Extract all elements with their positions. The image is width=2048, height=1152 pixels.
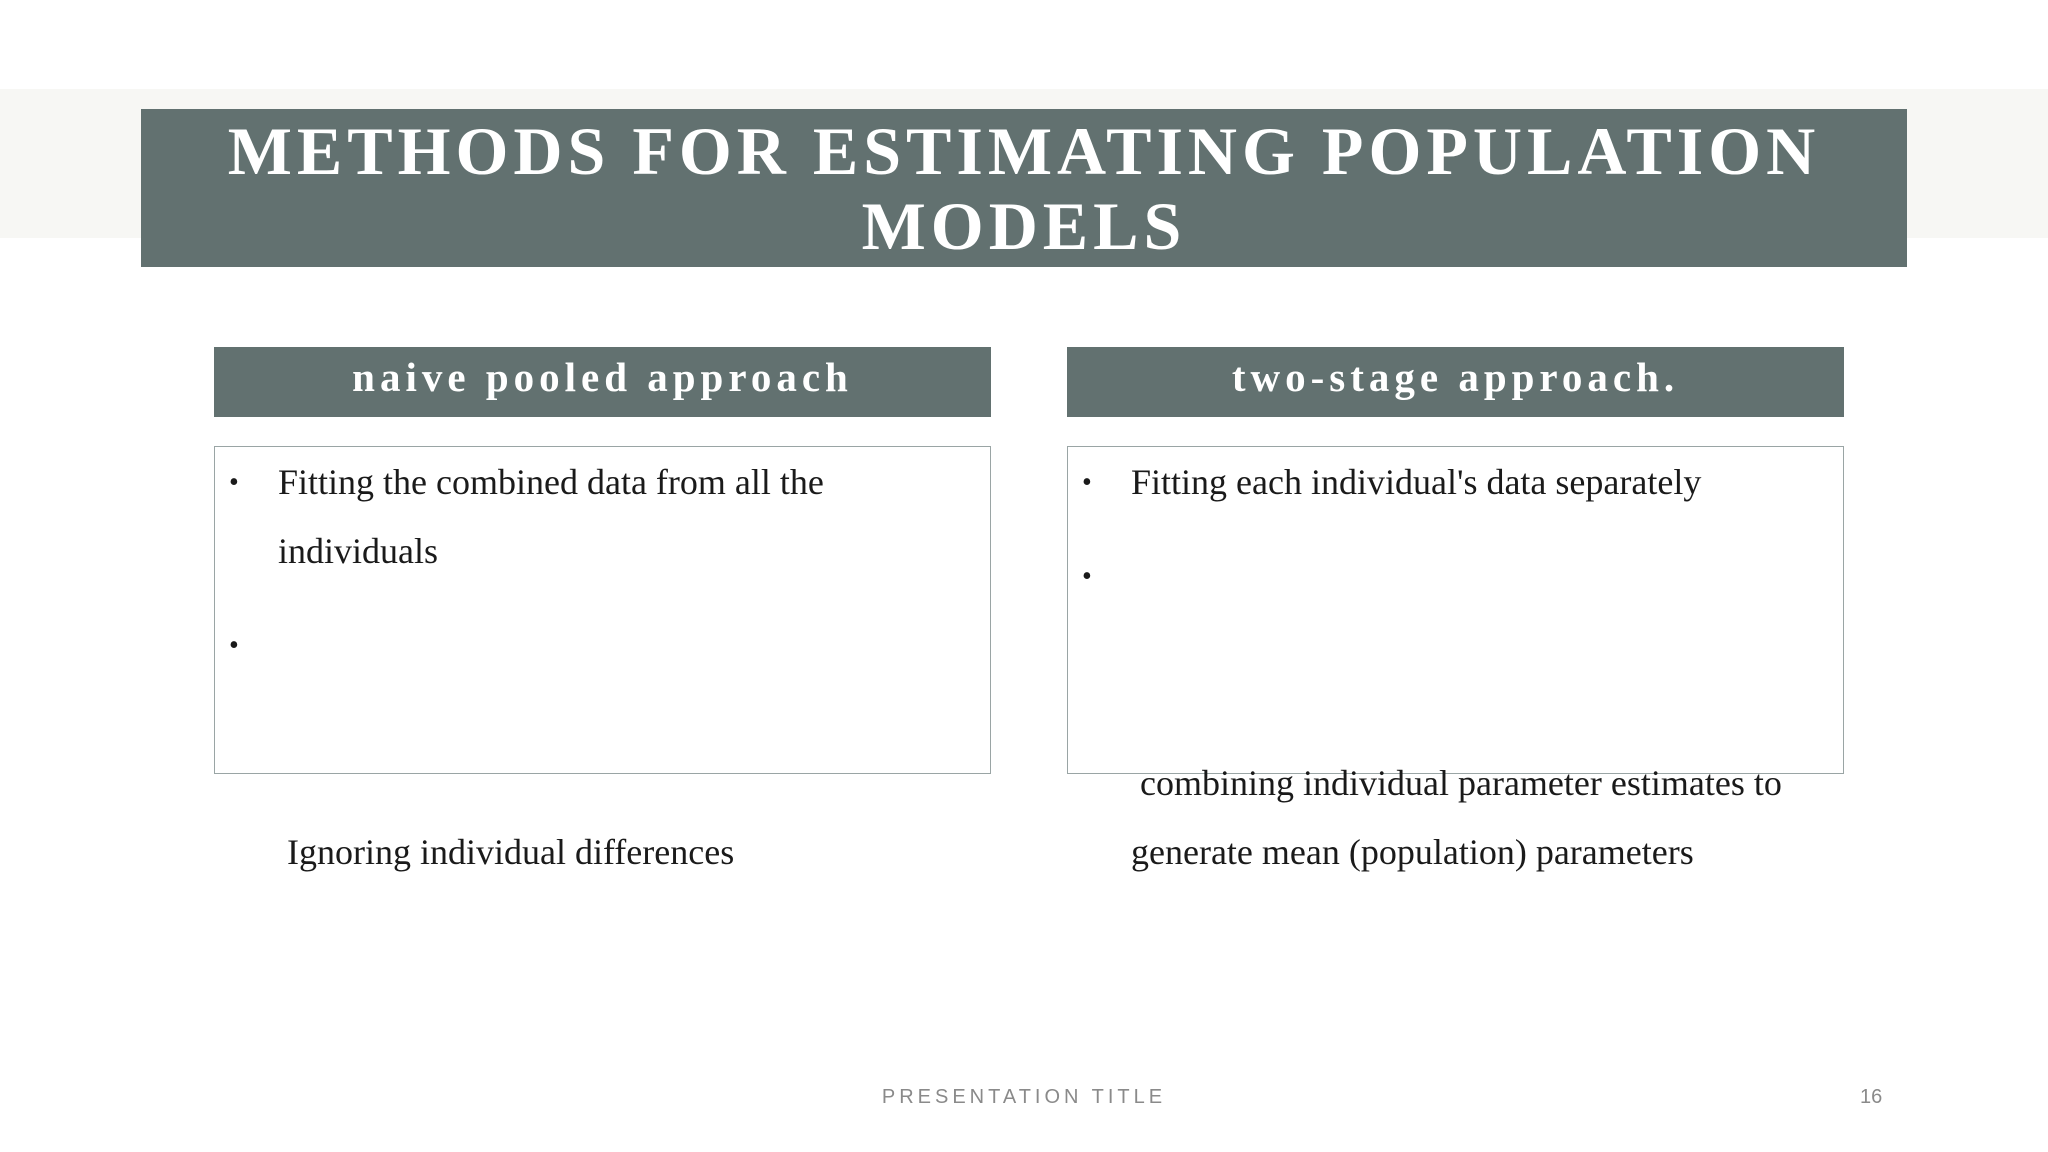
list-item-text: combining individual parameter estimates to generate mean (population) parameters	[1131, 763, 1791, 872]
slide-title-box	[141, 109, 1907, 267]
bullet-icon: •	[229, 467, 239, 498]
naive-pooled-header-label: naive pooled approach	[352, 354, 853, 400]
two-stage-header	[1067, 347, 1844, 417]
list-item-text: Ignoring individual differences	[278, 832, 735, 872]
naive-pooled-content-box	[214, 446, 991, 872]
bullet-icon: •	[1082, 467, 1092, 498]
slide-title-line-2: MODELS	[861, 188, 1187, 264]
page-number: 16	[1860, 1086, 1883, 1108]
naive-pooled-header	[214, 347, 991, 417]
list-item	[215, 448, 975, 586]
list-item	[1068, 542, 1828, 1025]
two-stage-header-label: two-stage approach.	[1231, 354, 1680, 400]
slide-title-line-1: METHODS FOR ESTIMATING POPULATION	[227, 113, 1821, 189]
list-item-text: Fitting each individual's data separately	[1131, 462, 1702, 502]
list-item	[215, 611, 975, 1025]
bullet-icon: •	[229, 630, 239, 661]
slide-title	[228, 114, 1821, 264]
list-item-text: Fitting the combined data from all the individuals	[278, 462, 824, 571]
two-stage-content-box	[1067, 446, 1844, 872]
list-item	[1068, 448, 1828, 517]
bullet-icon: •	[1082, 561, 1092, 592]
footer-presentation-title: PRESENTATION TITLE	[881, 1086, 1167, 1108]
